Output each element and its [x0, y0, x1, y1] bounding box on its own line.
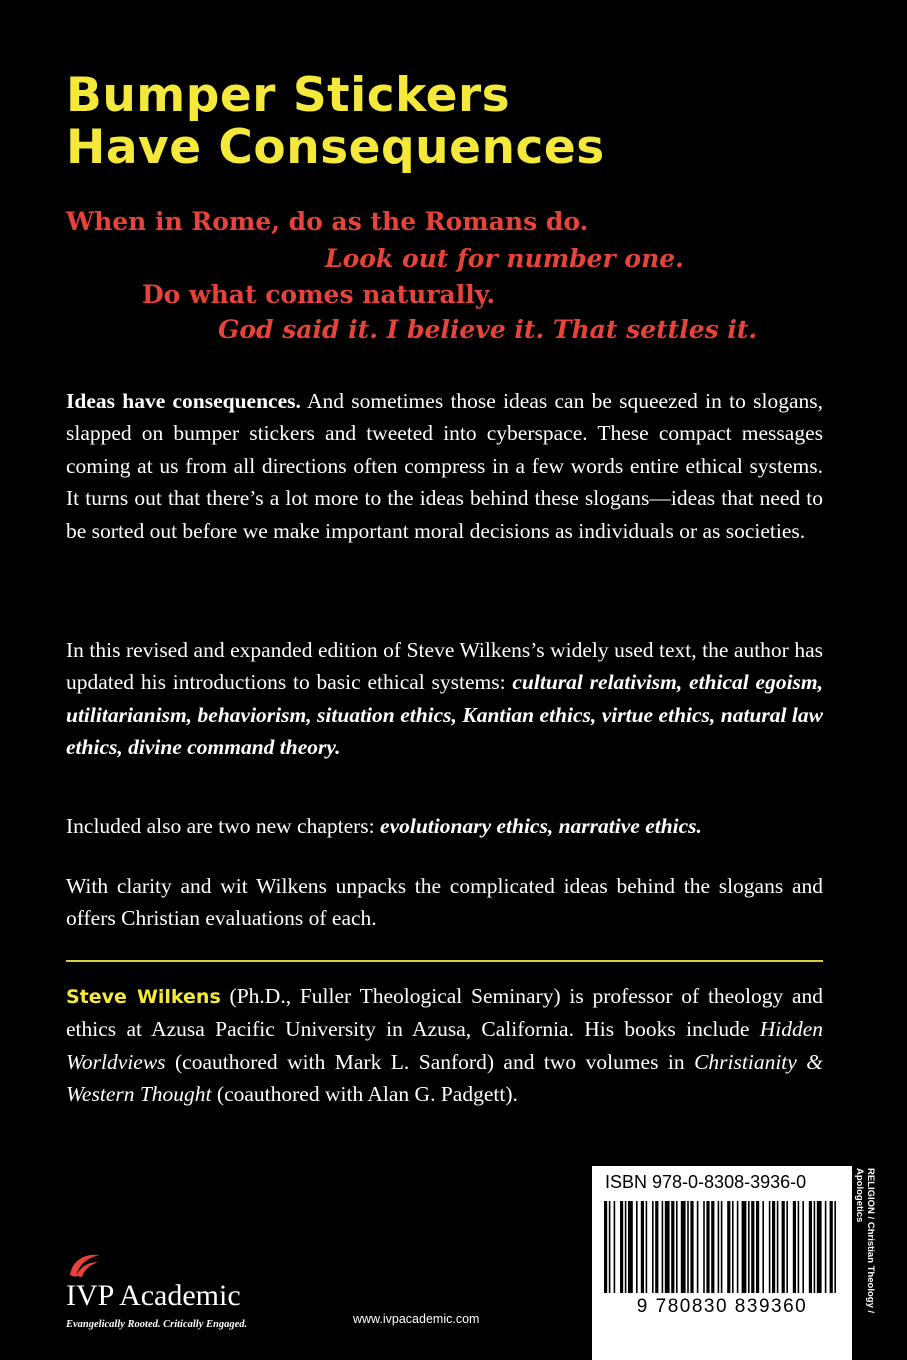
barcode-bars — [604, 1201, 840, 1293]
barcode-bar — [782, 1201, 785, 1293]
publisher-logo — [66, 1245, 286, 1335]
description-paragraph-2 — [66, 634, 823, 764]
barcode-bar — [609, 1201, 611, 1293]
barcode-bar — [625, 1201, 627, 1293]
barcode-bar — [671, 1201, 674, 1293]
barcode-bar — [786, 1201, 788, 1293]
barcode-bar — [772, 1201, 775, 1293]
barcode-bar — [697, 1201, 699, 1293]
barcode-bar — [809, 1201, 812, 1293]
barcode-bar — [711, 1201, 714, 1293]
paragraph-1-lead: Ideas have consequences. — [66, 389, 301, 413]
author-bio — [66, 980, 823, 1111]
publisher-name: IVP Academic — [66, 1279, 241, 1312]
category-line-1: RELIGION / Christian Theology / — [865, 1168, 876, 1314]
paragraph-1-body: And sometimes those ideas can be squeezed in to slogans, slapped on bumper stickers and tweeted into cyberspace. These compact messages coming at us from all directions often compress in a few words entire ethical systems. It turns out that there’s a lot more to the ideas behind these slogans—ideas that need to be sorted out before we make important moral decisions as individuals or as societies. — [66, 389, 823, 543]
barcode-bar — [817, 1201, 822, 1293]
bio-text-3: (coauthored with Alan G. Padgett). — [211, 1082, 518, 1107]
barcode-bar — [814, 1201, 816, 1293]
publisher-url[interactable]: www.ivpacademic.com — [353, 1312, 480, 1326]
barcode-bar — [620, 1201, 623, 1293]
barcode-bar — [732, 1201, 734, 1293]
barcode-bar — [727, 1201, 730, 1293]
barcode-bar — [737, 1201, 739, 1293]
new-chapters-list: evolutionary ethics, narrative ethics. — [380, 814, 702, 838]
barcode-bar — [793, 1201, 796, 1293]
barcode-bar — [802, 1201, 804, 1293]
ethical-systems-list: cultural relativism, ethical egoism, utilitarianism, behaviorism, situation ethics, Kantian ethics, virtue ethics, natural law ethics, divine command theory. — [66, 670, 824, 760]
category-label — [854, 1168, 904, 1358]
barcode-bar — [628, 1201, 633, 1293]
section-divider — [66, 960, 823, 962]
barcode-bar — [756, 1201, 759, 1293]
barcode-bar — [742, 1201, 747, 1293]
barcode-bar — [655, 1201, 658, 1293]
category-line-2: Apologetics — [854, 1168, 865, 1223]
barcode-bar — [676, 1201, 678, 1293]
barcode-bar — [665, 1201, 670, 1293]
barcode-bar — [687, 1201, 689, 1293]
barcode-bar — [652, 1201, 654, 1293]
bio-text-1: (Ph.D., Fuller Theological Seminary) is professor of theology and ethics at Azusa Pacific University in Azusa, California. His books include — [66, 984, 824, 1042]
barcode-bar — [706, 1201, 709, 1293]
title-line-2: Have Consequences — [66, 120, 605, 175]
barcode-bar — [614, 1201, 616, 1293]
barcode-bar — [703, 1201, 705, 1293]
barcode-bar — [681, 1201, 686, 1293]
barcode-bar — [690, 1201, 693, 1293]
slogan-2: Look out for number one. — [325, 244, 684, 273]
description-paragraph-3 — [66, 810, 823, 842]
barcode-bar — [825, 1201, 827, 1293]
book-title-1: Hidden Worldviews — [66, 1017, 823, 1074]
isbn-barcode — [592, 1166, 852, 1360]
barcode-bar — [641, 1201, 644, 1293]
paragraph-3-lead: Included also are two new chapters: — [66, 814, 381, 838]
barcode-bar — [636, 1201, 638, 1293]
title-line-1: Bumper Stickers — [66, 68, 511, 123]
slogan-3: Do what comes naturally. — [142, 280, 496, 309]
barcode-digits: 9 780830 839360 — [636, 1296, 808, 1317]
book-title — [66, 70, 826, 174]
barcode-bar — [748, 1201, 750, 1293]
barcode-bar — [604, 1201, 607, 1293]
slogan-4: God said it. I believe it. That settles it. — [218, 315, 758, 344]
barcode-bar — [762, 1201, 764, 1293]
author-name: Steve Wilkens — [66, 986, 221, 1008]
barcode-bar — [662, 1201, 664, 1293]
barcode-bar — [751, 1201, 754, 1293]
paragraph-2-lead: In this revised and expanded edition of Steve Wilkens’s widely used text, the author has updated his introductions to basic ethical systems: — [66, 638, 823, 695]
barcode-bar — [718, 1201, 720, 1293]
barcode-bar — [830, 1201, 833, 1293]
isbn-number: ISBN 978-0-8308-3936-0 — [605, 1172, 807, 1192]
bio-text-2: (coauthored with Mark L. Sanford) and two volumes in — [165, 1049, 695, 1074]
publisher-tagline: Evangelically Rooted. Critically Engaged. — [66, 1319, 248, 1330]
barcode-bar — [834, 1201, 836, 1293]
description-paragraph-1 — [66, 385, 823, 547]
book-title-2: Christianity & Western Thought — [66, 1049, 823, 1107]
barcode-bar — [721, 1201, 723, 1293]
description-paragraph-4: With clarity and wit Wilkens unpacks the complicated ideas behind the slogans and offers Christian evaluations of each. — [66, 874, 823, 931]
barcode-bar — [798, 1201, 800, 1293]
barcode-bar — [777, 1201, 779, 1293]
barcode-bar — [769, 1201, 771, 1293]
slogan-1: When in Rome, do as the Romans do. — [66, 207, 589, 236]
barcode-bar — [646, 1201, 648, 1293]
